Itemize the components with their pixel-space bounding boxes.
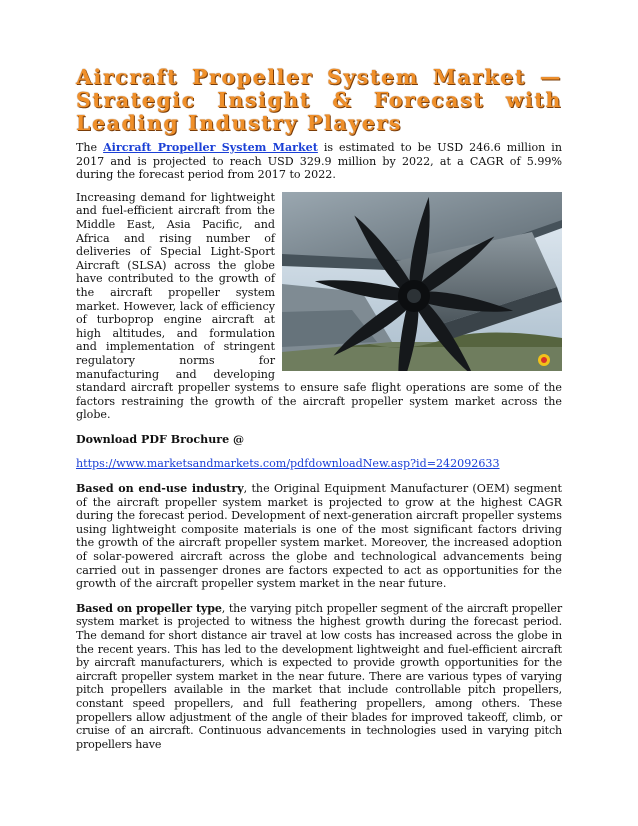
intro-paragraph: [76, 141, 562, 182]
brochure-url-line: [76, 457, 562, 471]
proptype-lead: Based on propeller type: [76, 601, 222, 615]
enduse-lead: Based on end-use industry: [76, 482, 244, 496]
propeller-photo: [282, 192, 562, 371]
article-body: [76, 66, 562, 762]
market-link[interactable]: Aircraft Propeller System Market: [103, 141, 318, 154]
brochure-label: Download PDF Brochure @: [76, 432, 245, 446]
propeller-illustration: [282, 192, 562, 371]
article-title: Aircraft Propeller System Market — Strategic Insight & Forecast with Leading Industry Players: [76, 65, 562, 135]
proptype-body: , the varying pitch propeller segment of the aircraft propeller system market is projected to witness the highest growth during the forecast period. The demand for short distance air travel at low costs has increased across the globe in the recent years. This has led to the development lightweight and fuel-efficient aircraft by aircraft manufacturers, which is expected to provide growth opportunities for the aircraft propeller system market in the near future. There are various types of varying pitch propellers available in the market that include controllable pitch propellers, constant speed propellers, and full feathering propellers, among others. These propellers allow adjustment of the angle of their blades for improved takeoff, climb, or cruise of an aircraft. Continuous advancements in technologies used in varying pitch propellers have: [76, 601, 562, 751]
growth-paragraph: Increasing demand for lightweight and fuel-efficient aircraft from the Middle East, Asia Pacific, and Africa and rising number of deliveries of Special Light-Sport Aircraft (SLSA) across the globe have contributed to the growth of the aircraft propeller system market. However, lack of efficiency of turboprop engine aircraft at high altitudes, and formulation and implementation of stringent regulatory norms for manufacturing and developing standard aircraft propeller systems to ensure safe flight operations are some of the factors restraining the growth of the aircraft propeller system market across the globe.: [76, 190, 562, 422]
proptype-paragraph: [76, 602, 562, 752]
enduse-body: , the Original Equipment Manufacturer (OEM) segment of the aircraft propeller system market is projected to grow at the highest CAGR during the forecast period. Development of next-generation aircraft propeller systems using lightweight composite materials is one of the most significant factors driving the growth of the aircraft propeller system market. Moreover, the increased adoption of solar-powered aircraft across the globe and technological advancements being carried out in passenger drones are factors expected to act as opportunities for the growth of the aircraft propeller system market in the near future.: [76, 482, 562, 591]
brochure-link[interactable]: https://www.marketsandmarkets.com/pdfdownloadNew.asp?id=242092633: [76, 457, 500, 471]
intro-suffix: is estimated to be USD 246.6 million in 2017 and is projected to reach USD 329.9 million by 2022, at a CAGR of 5.99% during the forecast period from 2017 to 2022.: [76, 141, 562, 182]
intro-prefix: The: [76, 141, 104, 154]
enduse-paragraph: [76, 482, 562, 591]
